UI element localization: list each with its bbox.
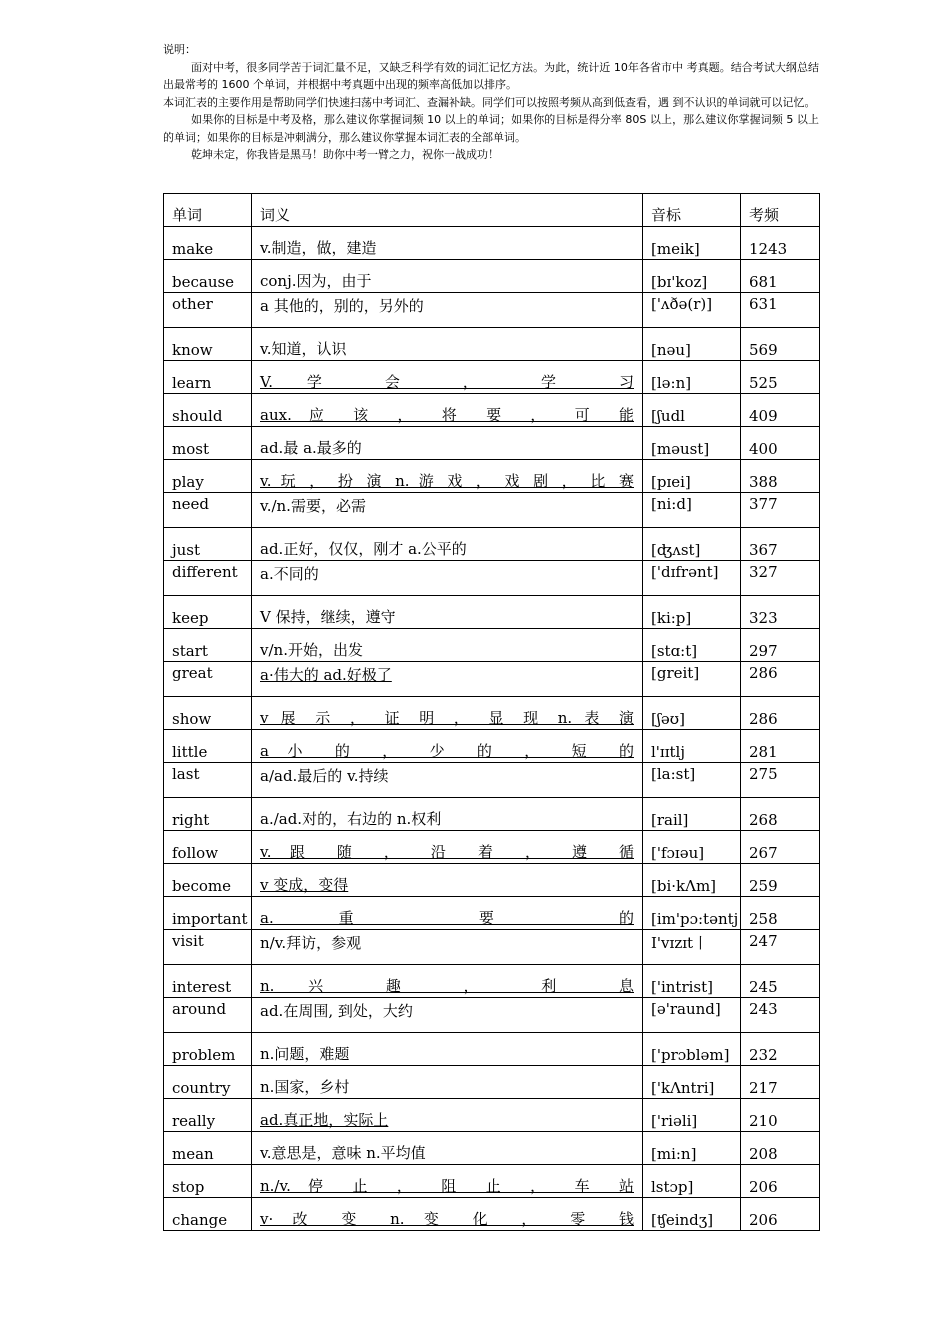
meaning-text: aux. 应 该 ， 将 要 ， 可 能 bbox=[260, 406, 634, 424]
phonetic-cell bbox=[643, 460, 741, 493]
table-row bbox=[164, 460, 820, 493]
word-text: show bbox=[172, 710, 212, 728]
phonetic-cell bbox=[643, 697, 741, 730]
phonetic-cell bbox=[643, 528, 741, 561]
phonetic-text: l'ɪɪtlj bbox=[651, 743, 685, 761]
word-cell bbox=[164, 763, 252, 798]
phonetic-cell bbox=[643, 1099, 741, 1132]
frequency-text: 400 bbox=[749, 440, 778, 458]
word-text: right bbox=[172, 811, 210, 829]
phonetic-cell bbox=[643, 361, 741, 394]
word-cell bbox=[164, 394, 252, 427]
meaning-text: v 展 示 ， 证 明 ， 显 现 n. 表 演 bbox=[260, 709, 634, 727]
word-text: learn bbox=[172, 374, 212, 392]
meaning-cell bbox=[252, 427, 643, 460]
word-text: follow bbox=[172, 844, 219, 862]
word-cell bbox=[164, 1198, 252, 1231]
phonetic-text: [lə:n] bbox=[651, 374, 692, 392]
phonetic-text: [nəu] bbox=[651, 341, 691, 359]
table-row bbox=[164, 1165, 820, 1198]
meaning-cell bbox=[252, 1066, 643, 1099]
phonetic-text: ['dɪfrənt] bbox=[651, 563, 719, 581]
frequency-cell bbox=[741, 864, 820, 897]
frequency-text: 208 bbox=[749, 1145, 778, 1163]
meaning-cell bbox=[252, 1099, 643, 1132]
frequency-cell bbox=[741, 662, 820, 697]
phonetic-text: [bi·kΛm] bbox=[651, 877, 717, 895]
word-text: know bbox=[172, 341, 213, 359]
intro-heading: 说明： bbox=[163, 43, 196, 56]
phonetic-cell bbox=[643, 730, 741, 763]
meaning-cell bbox=[252, 561, 643, 596]
word-cell bbox=[164, 831, 252, 864]
phonetic-cell bbox=[643, 629, 741, 662]
meaning-text: v.制造，做，建造 bbox=[260, 239, 377, 257]
frequency-cell bbox=[741, 730, 820, 763]
meaning-cell bbox=[252, 864, 643, 897]
table-row bbox=[164, 394, 820, 427]
word-cell bbox=[164, 864, 252, 897]
phonetic-cell bbox=[643, 427, 741, 460]
word-text: become bbox=[172, 877, 232, 895]
frequency-text: 245 bbox=[749, 978, 778, 996]
table-row bbox=[164, 798, 820, 831]
frequency-text: 247 bbox=[749, 932, 778, 950]
phonetic-cell bbox=[643, 1066, 741, 1099]
table-row bbox=[164, 596, 820, 629]
meaning-cell bbox=[252, 1165, 643, 1198]
phonetic-cell bbox=[643, 864, 741, 897]
phonetic-text: I'vɪzɪt丨 bbox=[651, 934, 709, 952]
frequency-text: 206 bbox=[749, 1178, 778, 1196]
meaning-cell bbox=[252, 227, 643, 260]
table-row bbox=[164, 260, 820, 293]
word-cell bbox=[164, 328, 252, 361]
meaning-text: n∕v.拜访，参观 bbox=[260, 934, 362, 952]
phonetic-cell bbox=[643, 798, 741, 831]
meaning-text: a. 重 要 的 bbox=[260, 909, 634, 927]
frequency-text: 681 bbox=[749, 273, 778, 291]
frequency-cell bbox=[741, 897, 820, 930]
frequency-cell bbox=[741, 965, 820, 998]
phonetic-text: [mi:n] bbox=[651, 1145, 697, 1163]
word-cell bbox=[164, 260, 252, 293]
meaning-cell bbox=[252, 528, 643, 561]
meaning-text: v.知道，认识 bbox=[260, 340, 347, 358]
meaning-text: v· 改 变 n. 变 化 ， 零 钱 bbox=[260, 1210, 634, 1228]
meaning-cell bbox=[252, 460, 643, 493]
phonetic-cell bbox=[643, 1198, 741, 1231]
meaning-cell bbox=[252, 1033, 643, 1066]
word-text: change bbox=[172, 1211, 228, 1229]
meaning-cell bbox=[252, 730, 643, 763]
phonetic-cell bbox=[643, 662, 741, 697]
frequency-text: 286 bbox=[749, 664, 778, 682]
table-row bbox=[164, 493, 820, 528]
meaning-cell bbox=[252, 798, 643, 831]
meaning-cell bbox=[252, 629, 643, 662]
phonetic-text: [rail] bbox=[651, 811, 689, 829]
word-cell bbox=[164, 697, 252, 730]
frequency-cell bbox=[741, 328, 820, 361]
frequency-text: 569 bbox=[749, 341, 778, 359]
word-cell bbox=[164, 998, 252, 1033]
phonetic-text: [ʤʌst] bbox=[651, 541, 701, 559]
frequency-text: 232 bbox=[749, 1046, 778, 1064]
phonetic-cell bbox=[643, 998, 741, 1033]
phonetic-text: [ʃəʊ] bbox=[651, 710, 685, 728]
meaning-text: v./n.需要，必需 bbox=[260, 497, 366, 515]
word-text: important bbox=[172, 910, 248, 928]
word-text: stop bbox=[172, 1178, 205, 1196]
meaning-cell bbox=[252, 361, 643, 394]
table-row bbox=[164, 561, 820, 596]
word-cell bbox=[164, 629, 252, 662]
word-text: keep bbox=[172, 609, 209, 627]
frequency-text: 409 bbox=[749, 407, 778, 425]
phonetic-text: [ʧeindʒ] bbox=[651, 1211, 714, 1229]
table-row bbox=[164, 328, 820, 361]
frequency-cell bbox=[741, 1066, 820, 1099]
meaning-text: a·伟大的 ad.好极了 bbox=[260, 666, 392, 684]
phonetic-cell bbox=[643, 897, 741, 930]
frequency-text: 286 bbox=[749, 710, 778, 728]
frequency-cell bbox=[741, 930, 820, 965]
frequency-text: 525 bbox=[749, 374, 778, 392]
word-text: little bbox=[172, 743, 208, 761]
intro-notes bbox=[163, 41, 819, 164]
meaning-text: v 变成，变得 bbox=[260, 876, 349, 894]
table-row bbox=[164, 930, 820, 965]
phonetic-cell bbox=[643, 561, 741, 596]
meaning-text: V. 学 会 ， 学 习 bbox=[260, 373, 634, 391]
word-text: play bbox=[172, 473, 204, 491]
intro-paragraph-4: 乾坤未定，你我皆是黑马！助你中考一臂之力，祝你一战成功！ bbox=[191, 148, 499, 161]
phonetic-text: [la:st] bbox=[651, 765, 696, 783]
vocabulary-table bbox=[163, 193, 820, 1231]
meaning-cell bbox=[252, 293, 643, 328]
phonetic-text: ['riəli] bbox=[651, 1112, 698, 1130]
phonetic-cell bbox=[643, 493, 741, 528]
word-text: most bbox=[172, 440, 209, 458]
meaning-text: n./v. 停 止 ， 阻 止 ， 车 站 bbox=[260, 1177, 634, 1195]
meaning-text: ad.在周围, 到处，大约 bbox=[260, 1002, 413, 1020]
phonetic-cell bbox=[643, 596, 741, 629]
word-text: mean bbox=[172, 1145, 214, 1163]
frequency-cell bbox=[741, 798, 820, 831]
table-row bbox=[164, 1099, 820, 1132]
table-row bbox=[164, 293, 820, 328]
frequency-text: 388 bbox=[749, 473, 778, 491]
meaning-cell bbox=[252, 1132, 643, 1165]
frequency-cell bbox=[741, 293, 820, 328]
table-row bbox=[164, 864, 820, 897]
frequency-cell bbox=[741, 1099, 820, 1132]
meaning-cell bbox=[252, 260, 643, 293]
table-row bbox=[164, 697, 820, 730]
word-text: last bbox=[172, 765, 200, 783]
word-cell bbox=[164, 361, 252, 394]
word-cell bbox=[164, 1132, 252, 1165]
phonetic-text: [ə'raund] bbox=[651, 1000, 721, 1018]
table-row bbox=[164, 361, 820, 394]
table-row bbox=[164, 528, 820, 561]
word-text: really bbox=[172, 1112, 216, 1130]
phonetic-text: ['prɔbləm] bbox=[651, 1046, 730, 1064]
word-text: different bbox=[172, 563, 238, 581]
word-cell bbox=[164, 1033, 252, 1066]
word-cell bbox=[164, 730, 252, 763]
word-text: make bbox=[172, 240, 214, 258]
table-row bbox=[164, 831, 820, 864]
meaning-text: a∕ad.最后的 v.持续 bbox=[260, 767, 389, 785]
meaning-text: v. 玩 ， 扮 演 n. 游 戏 ， 戏 剧 ， 比 赛 bbox=[260, 472, 634, 490]
meaning-text: a 其他的，别的，另外的 bbox=[260, 297, 424, 315]
word-cell bbox=[164, 662, 252, 697]
frequency-cell bbox=[741, 998, 820, 1033]
table-header-row bbox=[164, 194, 820, 227]
frequency-text: 281 bbox=[749, 743, 778, 761]
frequency-cell bbox=[741, 1165, 820, 1198]
phonetic-cell bbox=[643, 831, 741, 864]
frequency-text: 327 bbox=[749, 563, 778, 581]
phonetic-cell bbox=[643, 227, 741, 260]
meaning-text: a.不同的 bbox=[260, 565, 319, 583]
frequency-text: 217 bbox=[749, 1079, 778, 1097]
word-cell bbox=[164, 965, 252, 998]
meaning-cell bbox=[252, 394, 643, 427]
meaning-text: n. 兴 趣 ， 利 息 bbox=[260, 977, 634, 995]
meaning-cell bbox=[252, 596, 643, 629]
phonetic-text: ['kΛntri] bbox=[651, 1079, 715, 1097]
phonetic-cell bbox=[643, 965, 741, 998]
phonetic-cell bbox=[643, 293, 741, 328]
frequency-cell bbox=[741, 763, 820, 798]
intro-paragraph-2: 本词汇表的主要作用是帮助同学们快速扫荡中考词汇、查漏补缺。同学们可以按照考频从高到低查看，遇 到不认识的单词就可以记忆。 bbox=[163, 95, 816, 109]
meaning-cell bbox=[252, 998, 643, 1033]
meaning-cell bbox=[252, 493, 643, 528]
phonetic-cell bbox=[643, 1165, 741, 1198]
meaning-cell bbox=[252, 328, 643, 361]
table-body bbox=[164, 227, 820, 1231]
frequency-cell bbox=[741, 227, 820, 260]
word-text: other bbox=[172, 295, 213, 313]
phonetic-text: [bɪ'koz] bbox=[651, 273, 708, 291]
frequency-text: 206 bbox=[749, 1211, 778, 1229]
word-text: just bbox=[172, 541, 201, 559]
table-row bbox=[164, 662, 820, 697]
word-cell bbox=[164, 897, 252, 930]
phonetic-text: lstɔp] bbox=[651, 1178, 694, 1196]
phonetic-text: ['fɔɪəu] bbox=[651, 844, 705, 862]
phonetic-text: [ʃudl bbox=[651, 407, 685, 425]
header-phonetic: 音标 bbox=[643, 194, 741, 227]
frequency-text: 275 bbox=[749, 765, 778, 783]
meaning-text: V 保持，继续，遵守 bbox=[260, 608, 396, 626]
word-text: great bbox=[172, 664, 213, 682]
phonetic-cell bbox=[643, 930, 741, 965]
meaning-text: a./ad.对的，右边的 n.权利 bbox=[260, 810, 442, 828]
frequency-cell bbox=[741, 831, 820, 864]
frequency-cell bbox=[741, 427, 820, 460]
frequency-cell bbox=[741, 1198, 820, 1231]
frequency-cell bbox=[741, 361, 820, 394]
word-text: country bbox=[172, 1079, 231, 1097]
meaning-cell bbox=[252, 831, 643, 864]
frequency-text: 631 bbox=[749, 295, 778, 313]
word-cell bbox=[164, 930, 252, 965]
phonetic-text: [greit] bbox=[651, 664, 700, 682]
word-cell bbox=[164, 293, 252, 328]
word-cell bbox=[164, 1165, 252, 1198]
intro-paragraph-3: 如果你的目标是中考及格，那么建议你掌握词频 10 以上的单词；如果你的目标是得分率 80S 以上，那么建议你掌握词频 5 以上的单词；如果你的目标是冲刺满分，那么建议你掌握本词汇表的全部单词。 bbox=[163, 113, 819, 144]
meaning-text: n.国家，乡村 bbox=[260, 1078, 350, 1096]
meaning-text: v∕n.开始，出发 bbox=[260, 641, 363, 659]
table-row bbox=[164, 427, 820, 460]
frequency-cell bbox=[741, 394, 820, 427]
frequency-text: 267 bbox=[749, 844, 778, 862]
phonetic-cell bbox=[643, 260, 741, 293]
meaning-cell bbox=[252, 965, 643, 998]
phonetic-text: [ni:d] bbox=[651, 495, 692, 513]
frequency-text: 297 bbox=[749, 642, 778, 660]
word-text: problem bbox=[172, 1046, 236, 1064]
word-cell bbox=[164, 460, 252, 493]
frequency-cell bbox=[741, 493, 820, 528]
meaning-text: ad.真正地，实际上 bbox=[260, 1111, 389, 1129]
intro-paragraph-1: 面对中考，很多同学苦于词汇量不足，又缺乏科学有效的词汇记忆方法。为此，统计近 10年各省市中 考真题。结合考试大纲总结出最常考的 1600 个单词，并根据中考真题中出现的频率高低加以排序。 bbox=[163, 60, 819, 91]
table-row bbox=[164, 897, 820, 930]
meaning-cell bbox=[252, 1198, 643, 1231]
word-cell bbox=[164, 528, 252, 561]
meaning-cell bbox=[252, 897, 643, 930]
frequency-text: 258 bbox=[749, 910, 778, 928]
frequency-text: 243 bbox=[749, 1000, 778, 1018]
phonetic-cell bbox=[643, 394, 741, 427]
frequency-cell bbox=[741, 561, 820, 596]
table-row bbox=[164, 965, 820, 998]
frequency-cell bbox=[741, 1033, 820, 1066]
word-text: need bbox=[172, 495, 210, 513]
frequency-text: 268 bbox=[749, 811, 778, 829]
word-cell bbox=[164, 798, 252, 831]
table-row bbox=[164, 1132, 820, 1165]
phonetic-text: [stɑ:t] bbox=[651, 642, 698, 660]
phonetic-cell bbox=[643, 1132, 741, 1165]
phonetic-cell bbox=[643, 328, 741, 361]
meaning-cell bbox=[252, 763, 643, 798]
phonetic-text: [meik] bbox=[651, 240, 700, 258]
word-cell bbox=[164, 596, 252, 629]
word-cell bbox=[164, 227, 252, 260]
table-row bbox=[164, 763, 820, 798]
meaning-cell bbox=[252, 662, 643, 697]
phonetic-text: [ki:p] bbox=[651, 609, 692, 627]
word-text: because bbox=[172, 273, 235, 291]
table-row bbox=[164, 730, 820, 763]
frequency-cell bbox=[741, 629, 820, 662]
frequency-text: 323 bbox=[749, 609, 778, 627]
phonetic-text: [im'pɔ:təntj bbox=[651, 910, 739, 928]
word-cell bbox=[164, 1066, 252, 1099]
table-row bbox=[164, 998, 820, 1033]
word-cell bbox=[164, 493, 252, 528]
word-text: start bbox=[172, 642, 208, 660]
frequency-text: 1243 bbox=[749, 240, 788, 258]
frequency-text: 367 bbox=[749, 541, 778, 559]
header-word: 单词 bbox=[164, 194, 252, 227]
frequency-cell bbox=[741, 697, 820, 730]
meaning-cell bbox=[252, 697, 643, 730]
word-cell bbox=[164, 427, 252, 460]
meaning-cell bbox=[252, 930, 643, 965]
meaning-text: v.意思是，意味 n.平均值 bbox=[260, 1144, 426, 1162]
word-text: interest bbox=[172, 978, 232, 996]
header-frequency: 考频 bbox=[741, 194, 820, 227]
frequency-cell bbox=[741, 528, 820, 561]
frequency-cell bbox=[741, 260, 820, 293]
phonetic-text: [məust] bbox=[651, 440, 710, 458]
frequency-text: 210 bbox=[749, 1112, 778, 1130]
meaning-text: ad.最 a.最多的 bbox=[260, 439, 362, 457]
word-cell bbox=[164, 561, 252, 596]
word-text: around bbox=[172, 1000, 227, 1018]
frequency-cell bbox=[741, 460, 820, 493]
frequency-text: 377 bbox=[749, 495, 778, 513]
table-row bbox=[164, 227, 820, 260]
frequency-text: 259 bbox=[749, 877, 778, 895]
word-text: should bbox=[172, 407, 223, 425]
table-row bbox=[164, 1066, 820, 1099]
frequency-cell bbox=[741, 596, 820, 629]
meaning-text: v. 跟 随 ， 沿 着 ， 遵 循 bbox=[260, 843, 634, 861]
meaning-text: ad.正好，仅仅，刚才 a.公平的 bbox=[260, 540, 467, 558]
phonetic-cell bbox=[643, 1033, 741, 1066]
meaning-text: conj.因为，由于 bbox=[260, 272, 372, 290]
header-meaning: 词义 bbox=[252, 194, 643, 227]
word-text: visit bbox=[172, 932, 204, 950]
meaning-text: a 小 的 ， 少 的 ， 短 的 bbox=[260, 742, 634, 760]
meaning-text: n.问题，难题 bbox=[260, 1045, 350, 1063]
phonetic-cell bbox=[643, 763, 741, 798]
phonetic-text: [pɪei] bbox=[651, 473, 691, 491]
table-row bbox=[164, 629, 820, 662]
phonetic-text: ['intrist] bbox=[651, 978, 714, 996]
table-row bbox=[164, 1033, 820, 1066]
word-cell bbox=[164, 1099, 252, 1132]
phonetic-text: ['ʌðə(r)] bbox=[651, 295, 713, 313]
frequency-cell bbox=[741, 1132, 820, 1165]
table-row bbox=[164, 1198, 820, 1231]
